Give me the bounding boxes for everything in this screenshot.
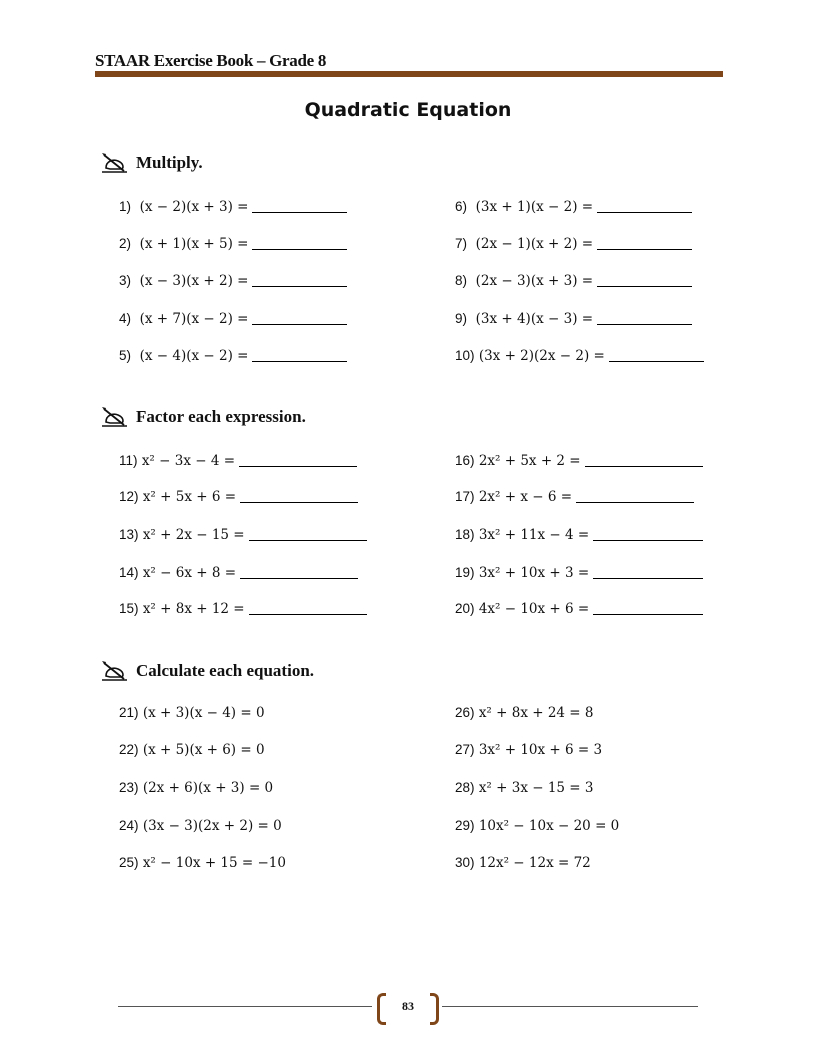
answer-blank[interactable] <box>585 452 703 467</box>
problem-1: 1) (x − 2)(x + 3) = <box>119 197 347 217</box>
problem-22: 22) (x + 5)(x + 6) = 0 <box>119 742 265 758</box>
answer-blank[interactable] <box>240 488 358 503</box>
answer-blank[interactable] <box>252 347 347 362</box>
answer-blank[interactable] <box>593 526 703 541</box>
section-multiply <box>100 151 203 175</box>
problem-5: 5) (x − 4)(x − 2) = <box>119 346 347 366</box>
header-rule <box>95 71 723 77</box>
problem-3: 3) (x − 3)(x + 2) = <box>119 271 347 291</box>
problem-18: 18) 3x² + 11x − 4 = <box>455 525 703 545</box>
problem-15: 15) x² + 8x + 12 = <box>119 599 367 619</box>
pencil-note-icon <box>100 406 130 428</box>
section-label: Factor each expression. <box>136 407 306 426</box>
problem-2: 2) (x + 1)(x + 5) = <box>119 234 347 254</box>
problem-28: 28) x² + 3x − 15 = 3 <box>455 780 594 796</box>
section-label: Calculate each equation. <box>136 661 315 680</box>
problem-4: 4) (x + 7)(x − 2) = <box>119 309 347 329</box>
problem-25: 25) x² − 10x + 15 = −10 <box>119 855 286 871</box>
answer-blank[interactable] <box>597 235 692 250</box>
answer-blank[interactable] <box>597 272 692 287</box>
answer-blank[interactable] <box>252 235 347 250</box>
answer-blank[interactable] <box>240 564 358 579</box>
pencil-note-icon <box>100 152 130 174</box>
problem-7: 7) (2x − 1)(x + 2) = <box>455 234 692 254</box>
section-calculate <box>100 659 314 683</box>
section-label: Multiply. <box>136 153 203 172</box>
problem-11: 11) x² − 3x − 4 = <box>119 451 357 471</box>
section-factor <box>100 405 306 429</box>
problem-26: 26) x² + 8x + 24 = 8 <box>455 705 594 721</box>
problem-6: 6) (3x + 1)(x − 2) = <box>455 197 692 217</box>
problem-13: 13) x² + 2x − 15 = <box>119 525 367 545</box>
problem-27: 27) 3x² + 10x + 6 = 3 <box>455 742 603 758</box>
answer-blank[interactable] <box>252 198 347 213</box>
answer-blank[interactable] <box>576 488 694 503</box>
footer-rule-left <box>118 1006 372 1007</box>
answer-blank[interactable] <box>252 272 347 287</box>
page-number: 83 <box>402 999 414 1013</box>
footer-rule-right <box>442 1006 698 1007</box>
answer-blank[interactable] <box>597 310 692 325</box>
answer-blank[interactable] <box>593 564 703 579</box>
answer-blank[interactable] <box>252 310 347 325</box>
footer-bracket-left <box>377 993 386 1025</box>
footer-bracket-right <box>430 993 439 1025</box>
problem-24: 24) (3x − 3)(2x + 2) = 0 <box>119 818 282 834</box>
answer-blank[interactable] <box>249 526 367 541</box>
header-title: STAAR Exercise Book – Grade 8 <box>95 51 327 70</box>
problem-8: 8) (2x − 3)(x + 3) = <box>455 271 692 291</box>
answer-blank[interactable] <box>609 347 704 362</box>
problem-23: 23) (2x + 6)(x + 3) = 0 <box>119 780 274 796</box>
answer-blank[interactable] <box>597 198 692 213</box>
problem-30: 30) 12x² − 12x = 72 <box>455 855 591 871</box>
problem-16: 16) 2x² + 5x + 2 = <box>455 451 703 471</box>
problem-20: 20) 4x² − 10x + 6 = <box>455 599 703 619</box>
problem-9: 9) (3x + 4)(x − 3) = <box>455 309 692 329</box>
pencil-note-icon <box>100 660 130 682</box>
problem-29: 29) 10x² − 10x − 20 = 0 <box>455 818 620 834</box>
problem-21: 21) (x + 3)(x − 4) = 0 <box>119 705 265 721</box>
answer-blank[interactable] <box>239 452 357 467</box>
answer-blank[interactable] <box>249 600 367 615</box>
problem-10: 10) (3x + 2)(2x − 2) = <box>455 346 704 366</box>
problem-19: 19) 3x² + 10x + 3 = <box>455 563 703 583</box>
problem-12: 12) x² + 5x + 6 = <box>119 487 358 507</box>
page-title: Quadratic Equation <box>304 99 512 121</box>
answer-blank[interactable] <box>593 600 703 615</box>
problem-17: 17) 2x² + x − 6 = <box>455 487 694 507</box>
problem-14: 14) x² − 6x + 8 = <box>119 563 358 583</box>
